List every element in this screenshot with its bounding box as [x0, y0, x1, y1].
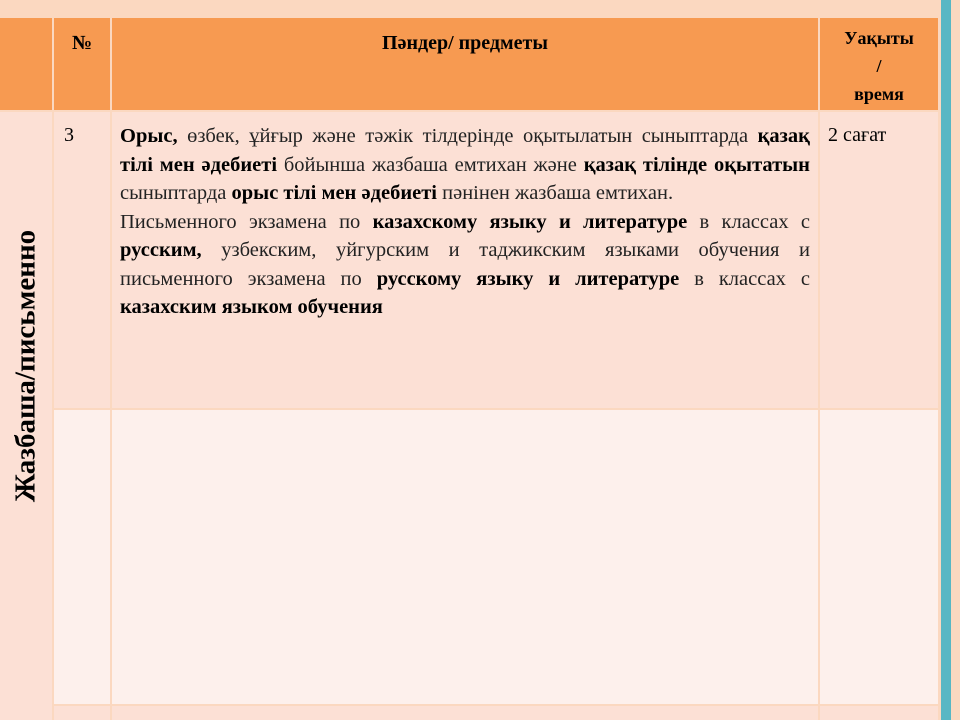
empty-time-cell: [820, 410, 938, 704]
empty-number-cell: [54, 410, 110, 704]
ru-bold-8: казахским языком обучения: [120, 296, 383, 318]
empty-subject-cell: [112, 410, 818, 704]
next-number-cell: [54, 706, 110, 720]
header-subjects: Пәндер/ предметы: [382, 32, 548, 54]
header-time-line2: /: [876, 56, 882, 76]
row-number-cell: [54, 112, 110, 408]
slide-top-band: [0, 0, 960, 18]
ru-text-5: узбекским, уйгурским и таджикским языками обучения и письменного экзамена по: [120, 239, 810, 290]
ru-bold-6: русскому языку и литературе: [376, 267, 680, 290]
row-group-label: Жазбаша/письменно: [9, 229, 42, 503]
kz-bold-1: Орыс,: [120, 125, 178, 147]
ru-text-3: в классах с: [687, 210, 810, 233]
subject-kz-paragraph: [120, 122, 810, 208]
kz-text-4: бойынша жазбаша емтихан және: [277, 153, 584, 176]
ru-text-1: Письменного экзамена по: [120, 210, 373, 233]
row-group-label-wrap: [0, 112, 52, 720]
slide-accent-stripe: [941, 0, 951, 720]
subject-ru-paragraph: [120, 208, 810, 322]
ru-text-7: в классах с: [679, 267, 810, 290]
next-time-cell: [820, 706, 938, 720]
header-time-line3: время: [854, 84, 904, 104]
header-number: №: [71, 32, 93, 54]
ru-bold-2: казахскому языку и литературе: [372, 210, 688, 233]
header-time-line1: Уақыты: [844, 28, 914, 48]
kz-bold-7: орыс тілі мен әдебиеті: [231, 182, 437, 204]
row-time-cell: [820, 112, 938, 408]
kz-text-2: өзбек, ұйғыр және тәжік тілдерінде оқытылатын сыныптарда: [177, 125, 758, 147]
ru-bold-4: русским,: [120, 239, 202, 261]
kz-text-6: сыныптарда: [120, 182, 232, 204]
next-subject-cell: [112, 706, 818, 720]
kz-bold-3: қазақ тілі мен әдебиеті: [120, 125, 810, 176]
row-subject-text: [120, 122, 810, 322]
header-group-cell: [0, 18, 52, 110]
schedule-table: [0, 18, 938, 720]
kz-bold-5: қазақ тілінде оқытатын: [583, 153, 810, 176]
kz-text-8: пәнінен жазбаша емтихан.: [437, 182, 674, 204]
row-number: 3: [64, 124, 74, 146]
row-time: 2 сағат: [828, 124, 887, 146]
